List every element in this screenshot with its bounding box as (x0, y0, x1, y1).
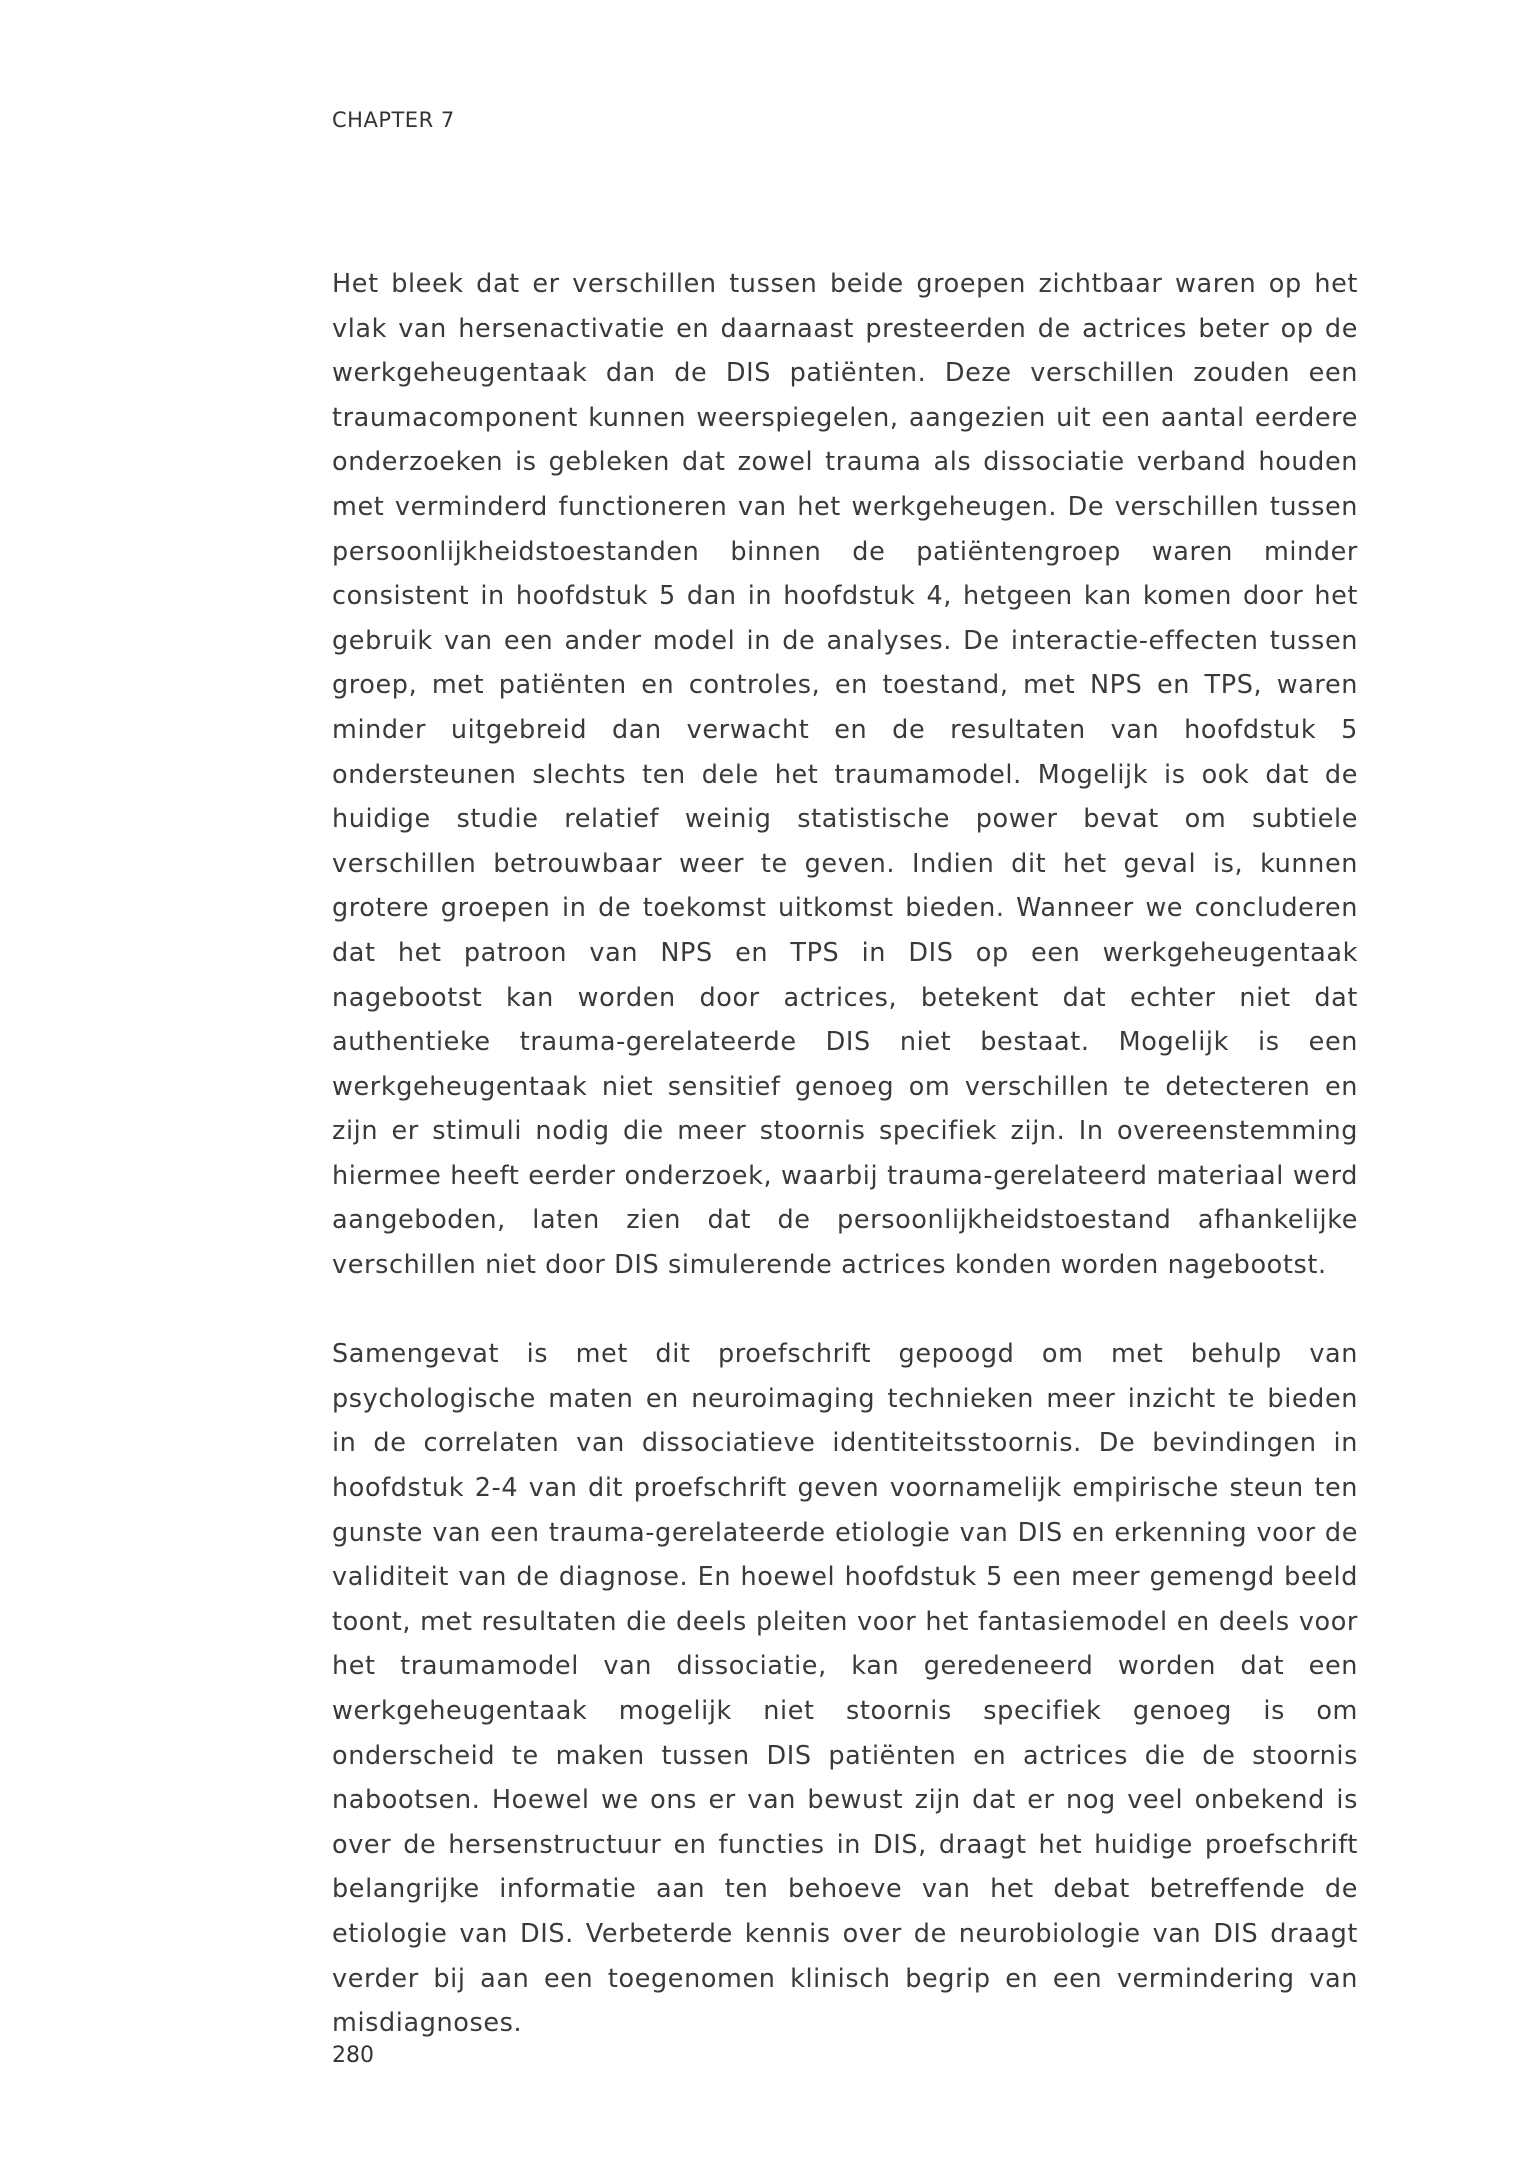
paragraph: Het bleek dat er verschillen tussen beide groepen zichtbaar waren op het vlak van hersenactivatie en daarnaast presteerden de actrices beter op de werkgeheugentaak dan de DIS patiënten. Deze verschillen zouden een traumacomponent kunnen weerspiegelen, aangezien uit een aantal eerdere onderzoeken is gebleken dat zowel trauma als dissociatie verband houden met verminderd functioneren van het werkgeheugen. De verschillen tussen persoonlijkheidstoestanden binnen de patiëntengroep waren minder consistent in hoofdstuk 5 dan in hoofdstuk 4, hetgeen kan komen door het gebruik van een ander model in de analyses. De interactie-effecten tussen groep, met patiënten en controles, en toestand, met NPS en TPS, waren minder uitgebreid dan verwacht en de resultaten van hoofdstuk 5 ondersteunen slechts ten dele het traumamodel. Mogelijk is ook dat de huidige studie relatief weinig statistische power bevat om subtiele verschillen betrouwbaar weer te geven. Indien dit het geval is, kunnen grotere groepen in de toekomst uitkomst bieden. Wanneer we concluderen dat het patroon van NPS en TPS in DIS op een werkgeheugentaak nagebootst kan worden door actrices, betekent dat echter niet dat authentieke trauma-gerelateerde DIS niet bestaat. Mogelijk is een werkgeheugentaak niet sensitief genoeg om verschillen te detecteren en zijn er stimuli nodig die meer stoornis specifiek zijn. In overeenstemming hiermee heeft eerder onderzoek, waarbij trauma-gerelateerd materiaal werd aangeboden, laten zien dat de persoonlijkheidstoestand afhankelijke verschillen niet door DIS simulerende actrices konden worden nagebootst. (332, 269, 1358, 1281)
page-number: 280 (332, 2043, 374, 2068)
paragraph: Samengevat is met dit proefschrift gepoogd om met behulp van psychologische maten en neuroimaging technieken meer inzicht te bieden in de correlaten van dissociatieve identiteitsstoornis. De bevindingen in hoofdstuk 2-4 van dit proefschrift geven voornamelijk empirische steun ten gunste van een trauma-gerelateerde etiologie van DIS en erkenning voor de validiteit van de diagnose. En hoewel hoofdstuk 5 een meer gemengd beeld toont, met resultaten die deels pleiten voor het fantasiemodel en deels voor het traumamodel van dissociatie, kan geredeneerd worden dat een werkgeheugentaak mogelijk niet stoornis specifiek genoeg is om onderscheid te maken tussen DIS patiënten en actrices die de stoornis nabootsen. Hoewel we ons er van bewust zijn dat er nog veel onbekend is over de hersenstructuur en functies in DIS, draagt het huidige proefschrift belangrijke informatie aan ten behoeve van het debat betreffende de etiologie van DIS. Verbeterde kennis over de neurobiologie van DIS draagt verder bij aan een toegenomen klinisch begrip en een vermindering van misdiagnoses. (332, 1339, 1358, 2039)
running-header: CHAPTER 7 (332, 108, 455, 132)
body-text (332, 262, 1358, 2046)
